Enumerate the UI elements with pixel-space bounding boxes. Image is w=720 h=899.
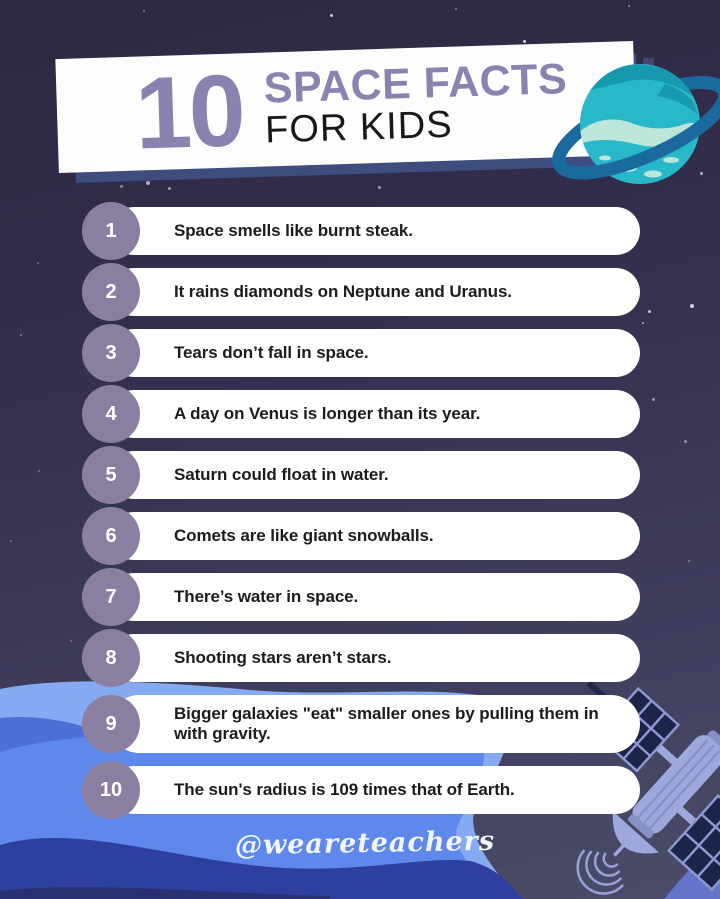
star-dot bbox=[648, 310, 651, 313]
fact-number-badge: 9 bbox=[82, 695, 140, 753]
fact-text: Tears don’t fall in space. bbox=[174, 342, 369, 362]
fact-number-badge: 1 bbox=[82, 202, 140, 260]
fact-text: The sun's radius is 109 times that of Earth. bbox=[174, 779, 515, 799]
title-text bbox=[263, 54, 569, 152]
fact-pill bbox=[110, 695, 640, 753]
fact-row-10 bbox=[99, 766, 640, 814]
fact-pill bbox=[110, 766, 640, 814]
fact-pill bbox=[110, 390, 640, 438]
fact-number-badge: 7 bbox=[82, 568, 140, 626]
fact-text: It rains diamonds on Neptune and Uranus. bbox=[174, 281, 512, 301]
fact-text: Shooting stars aren’t stars. bbox=[174, 647, 392, 667]
title-line-2: FOR KIDS bbox=[264, 104, 454, 152]
fact-pill bbox=[110, 329, 640, 377]
fact-row-2 bbox=[105, 268, 640, 316]
star-dot bbox=[690, 304, 694, 308]
star-dot bbox=[20, 334, 22, 336]
star-dot bbox=[642, 322, 644, 324]
ringed-planet-icon bbox=[545, 42, 720, 217]
fact-number-badge: 6 bbox=[82, 507, 140, 565]
star-dot bbox=[684, 440, 687, 443]
title-line-1: SPACE FACTS bbox=[263, 54, 568, 113]
fact-text: Space smells like burnt steak. bbox=[174, 220, 413, 240]
star-dot bbox=[10, 540, 12, 542]
fact-number-badge: 10 bbox=[82, 761, 140, 819]
fact-pill bbox=[110, 512, 640, 560]
star-dot bbox=[628, 5, 630, 7]
star-dot bbox=[523, 40, 526, 43]
fact-text: Bigger galaxies "eat" smaller ones by pulling them in with gravity. bbox=[174, 703, 599, 743]
fact-text: Saturn could float in water. bbox=[174, 464, 389, 484]
fact-number-badge: 4 bbox=[82, 385, 140, 443]
star-dot bbox=[688, 560, 690, 562]
star-dot bbox=[455, 8, 457, 10]
fact-row-5 bbox=[105, 451, 640, 499]
star-dot bbox=[652, 398, 655, 401]
fact-row-3 bbox=[105, 329, 640, 377]
fact-row-4 bbox=[105, 390, 640, 438]
fact-text: There’s water in space. bbox=[174, 586, 359, 606]
title-number: 10 bbox=[133, 52, 245, 171]
facts-list bbox=[99, 207, 640, 827]
fact-number-badge: 3 bbox=[82, 324, 140, 382]
fact-row-8 bbox=[105, 634, 640, 682]
fact-text: A day on Venus is longer than its year. bbox=[174, 403, 481, 423]
star-dot bbox=[378, 186, 381, 189]
fact-number-badge: 8 bbox=[82, 629, 140, 687]
fact-pill bbox=[110, 634, 640, 682]
fact-pill bbox=[110, 207, 640, 255]
star-dot bbox=[38, 470, 40, 472]
fact-pill bbox=[110, 451, 640, 499]
star-dot bbox=[143, 10, 145, 12]
fact-row-9 bbox=[105, 695, 640, 753]
fact-row-6 bbox=[105, 512, 640, 560]
fact-pill bbox=[110, 268, 640, 316]
star-dot bbox=[37, 262, 39, 264]
footer-handle: @weareteachers bbox=[234, 825, 496, 862]
fact-pill bbox=[110, 573, 640, 621]
fact-number-badge: 5 bbox=[82, 446, 140, 504]
star-dot bbox=[146, 181, 150, 185]
fact-text: Comets are like giant snowballs. bbox=[174, 525, 434, 545]
fact-row-7 bbox=[105, 573, 640, 621]
star-dot bbox=[168, 187, 171, 190]
star-dot bbox=[120, 185, 123, 188]
star-dot bbox=[330, 14, 333, 17]
fact-number-badge: 2 bbox=[82, 263, 140, 321]
fact-row-1 bbox=[105, 207, 640, 255]
star-dot bbox=[70, 640, 72, 642]
